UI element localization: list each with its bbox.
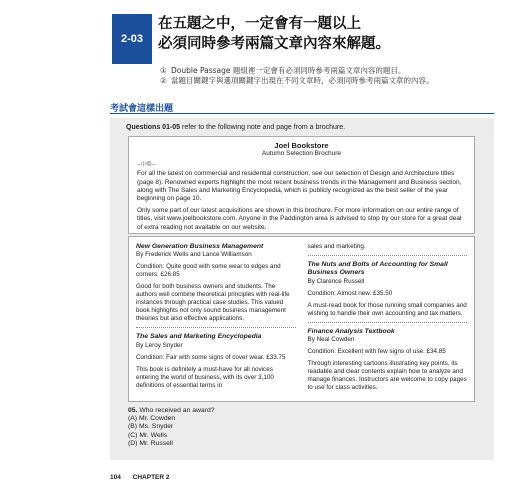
book-condition: Condition: Quite good with some wear to edges and corners. £26.85	[136, 263, 281, 279]
book-description: A must-read book for those running small companies and wishing to handle their own accounting and tax matters.	[307, 301, 467, 317]
section-heading: 考試會這樣出題	[110, 104, 174, 114]
book-divider	[136, 327, 296, 328]
brochure-intro-box	[128, 136, 475, 234]
questions-header	[126, 124, 345, 131]
book-description: Through interesting cartoons illustrating key points, its readable and clear contents explain how to analyze and manage finances. Instructors are welcome to copy pages to use for class activities.	[307, 360, 467, 392]
tip-item	[160, 66, 480, 76]
tips-list	[160, 66, 480, 86]
section-divider	[110, 113, 494, 114]
book-column-right	[308, 243, 468, 395]
questions-instruction: refer to the following note and page from a brochure.	[180, 124, 346, 131]
answer-option[interactable]: (D) Mr. Russell	[128, 439, 173, 447]
book-author: By Leroy Snyder	[136, 341, 183, 349]
book-author: By Frederick Wells and Lance Williamson	[136, 251, 252, 259]
book-condition: Condition: Almost new. £35.50	[307, 289, 393, 297]
book-description: This book is definitely a must-have for all novices entering the world of business, with its over 3,100 definitions of essential terms in	[136, 365, 274, 389]
book-column-left	[136, 243, 296, 395]
section-badge	[112, 14, 152, 64]
title-line-2: 必須同時參考兩篇文章內容來解題。	[158, 36, 390, 52]
title-line-1: 在五題之中，一定會有一題以上	[158, 16, 361, 32]
page-title	[158, 14, 488, 54]
book-condition: Condition: Excellent with few signs of use. £34.85	[307, 348, 446, 356]
bookstore-name: Joel Bookstore	[274, 141, 329, 150]
book-title: The Nuts and Bolts of Accounting for Small Business Owners	[307, 261, 448, 277]
book-description: Good for both business owners and students. The authors well combine theoretical principles with real-life instances through practical case studies. This valued book highlights not only sound business management theories but also effective applications.	[136, 283, 290, 323]
book-title: The Sales and Marketing Encyclopedia	[136, 333, 262, 341]
book-divider	[308, 255, 468, 256]
book-listings-box	[128, 236, 475, 402]
answer-option[interactable]: (C) Mr. Wells	[128, 431, 168, 439]
brochure-subtitle: Autumn Selection Brochure	[261, 150, 342, 157]
question-stem	[128, 407, 215, 415]
tip-text: Double Passage 題組裡一定會有必須同時參考兩篇文章內容的題目。	[171, 66, 406, 75]
book-author: By Clarence Russell	[307, 277, 365, 285]
brochure-paragraph: Only some part of our latest acquisitions are shown in this brochure. For more information on our entire range of titles, visit www.joelbookstore.com. Anyone in the Paddington area is advised to stop by our store for a great deal of extra reading not available on our website.	[137, 207, 462, 231]
tip-number: ②	[160, 76, 167, 85]
brochure-paragraph: For all the latest on commercial and residential construction, see our selection of Design and Architecture titles (page 8). Renowned experts highlight the most recent business trends in the Management and Business section, along with The Sales and Marketing Encyclopedia, which is publicly recognized as the best seller of the year beginning on page 10.	[137, 170, 462, 203]
answer-option[interactable]: (A) Mr. Cowden	[128, 415, 176, 423]
question-text: Who received an award?	[137, 407, 215, 414]
book-condition: Condition: Fair with some signs of cover wear. £33.75	[136, 353, 286, 361]
book-description-continued: sales and marketing.	[307, 243, 366, 250]
book-author: By Neal Cowden	[307, 336, 355, 344]
tip-number: ①	[160, 66, 167, 75]
tip-item	[160, 76, 480, 86]
chapter-label: CHAPTER 2	[132, 474, 170, 481]
page-footer	[110, 474, 180, 481]
page-number: 104	[110, 474, 121, 481]
section-badge-label: 2-03	[120, 33, 144, 45]
answer-option[interactable]: (B) Ms. Snyder	[128, 423, 174, 431]
questions-range: Questions 01-05	[126, 124, 181, 131]
book-title: New Generation Business Management	[136, 243, 264, 250]
book-divider	[308, 322, 468, 323]
omitted-marker: ─中略─	[137, 162, 156, 169]
question-block	[128, 407, 215, 448]
tip-text: 當題目關鍵字與選項關鍵字出現在不同文章時，必須同時參考兩篇文章的內容。	[171, 76, 434, 85]
book-title: Finance Analysis Textbook	[307, 327, 395, 335]
question-number: 05.	[128, 407, 138, 414]
